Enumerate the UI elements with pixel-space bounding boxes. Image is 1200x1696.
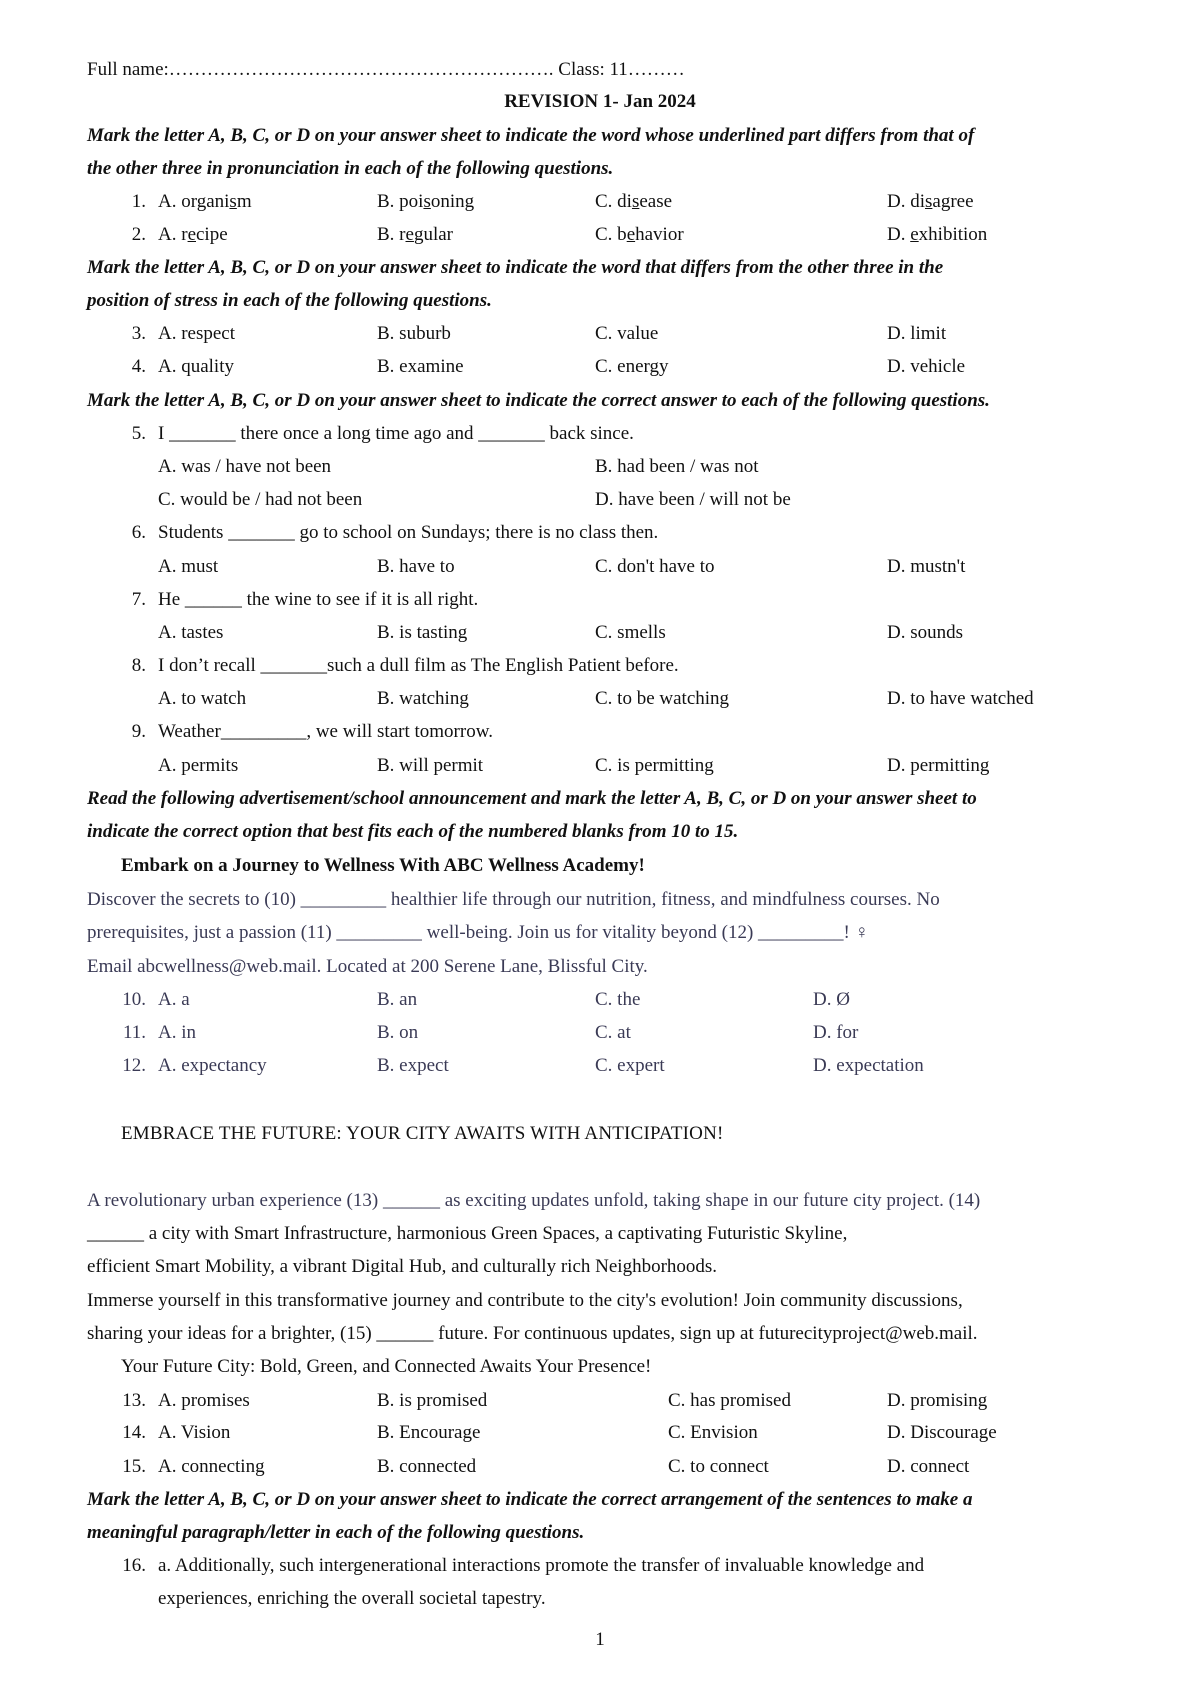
question-stem: Weather_________, we will start tomorrow. (158, 721, 493, 742)
q4-option-b[interactable]: B. examine (377, 356, 464, 377)
q11-option-a[interactable]: A. in (158, 1022, 196, 1043)
q6-option-a[interactable]: A. must (158, 556, 219, 577)
q11-option-d[interactable]: D. for (813, 1022, 859, 1043)
q14-option-b[interactable]: B. Encourage (377, 1422, 481, 1443)
q5-option-c[interactable]: C. would be / had not been (158, 489, 363, 510)
instruction-4-line-1: Read the following advertisement/school announcement and mark the letter A, B, C, or D on your answer sheet to (87, 788, 977, 809)
question-number: 3. (131, 323, 146, 344)
q9-option-c[interactable]: C. is permitting (595, 755, 714, 776)
q6-option-d[interactable]: D. mustn't (887, 556, 966, 577)
question-12 (110, 1054, 158, 1078)
q7-option-d[interactable]: D. sounds (887, 622, 964, 643)
question-7 (110, 588, 478, 612)
instruction-1-line-1: Mark the letter A, B, C, or D on your answer sheet to indicate the word whose underlined part differs from that of (87, 125, 975, 146)
question-number: 10. (122, 989, 146, 1010)
document-title: REVISION 1- Jan 2024 (504, 91, 696, 112)
q5-option-d[interactable]: D. have been / will not be (595, 489, 791, 510)
q11-option-b[interactable]: B. on (377, 1022, 419, 1043)
q15-option-b[interactable]: B. connected (377, 1456, 477, 1477)
q10-option-d[interactable]: D. Ø (813, 989, 850, 1010)
q13-option-a[interactable]: A. promises (158, 1390, 250, 1411)
question-3 (110, 322, 158, 346)
announcement-line-1: A revolutionary urban experience (13) ______ as exciting updates unfold, taking shape in our future city project. (14) (87, 1190, 981, 1211)
q8-option-c[interactable]: C. to be watching (595, 688, 730, 709)
q6-option-c[interactable]: C. don't have to (595, 556, 715, 577)
q6-option-b[interactable]: B. have to (377, 556, 455, 577)
q9-option-a[interactable]: A. permits (158, 755, 239, 776)
q1-option-a[interactable]: A. organism (158, 191, 252, 212)
advertisement-line-2: prerequisites, just a passion (11) _________ well-being. Join us for vitality beyond (12) _________! ♀ (87, 922, 869, 943)
q11-option-c[interactable]: C. at (595, 1022, 631, 1043)
q2-option-d[interactable]: D. exhibition (887, 224, 988, 245)
announcement-line-5: sharing your ideas for a brighter, (15) ______ future. For continuous updates, sign up at futurecityproject@web.mail. (87, 1323, 978, 1344)
q13-option-c[interactable]: C. has promised (668, 1390, 791, 1411)
instruction-1-line-2: the other three in pronunciation in each of the following questions. (87, 158, 614, 179)
question-stem: Students _______ go to school on Sundays; there is no class then. (158, 522, 659, 543)
q14-option-d[interactable]: D. Discourage (887, 1422, 997, 1443)
question-number: 4. (131, 356, 146, 377)
question-stem: I _______ there once a long time ago and _______ back since. (158, 423, 634, 444)
question-4 (110, 355, 158, 379)
question-2 (110, 223, 158, 247)
q4-option-c[interactable]: C. energy (595, 356, 669, 377)
question-number: 13. (122, 1390, 146, 1411)
announcement-line-4: Immerse yourself in this transformative journey and contribute to the city's evolution! Join community discussions, (87, 1290, 963, 1311)
question-number: 5. (131, 423, 146, 444)
question-number: 7. (131, 589, 146, 610)
question-number: 1. (131, 191, 146, 212)
q1-option-d[interactable]: D. disagree (887, 191, 974, 212)
q5-option-a[interactable]: A. was / have not been (158, 456, 332, 477)
q14-option-a[interactable]: A. Vision (158, 1422, 231, 1443)
q12-option-c[interactable]: C. expert (595, 1055, 665, 1076)
q7-option-c[interactable]: C. smells (595, 622, 666, 643)
question-10 (110, 988, 158, 1012)
announcement-title: EMBRACE THE FUTURE: YOUR CITY AWAITS WITH ANTICIPATION! (121, 1123, 724, 1144)
question-number: 9. (131, 721, 146, 742)
question-11 (110, 1021, 158, 1045)
q8-option-a[interactable]: A. to watch (158, 688, 247, 709)
q5-option-b[interactable]: B. had been / was not (595, 456, 759, 477)
question-number: 2. (131, 224, 146, 245)
q12-option-a[interactable]: A. expectancy (158, 1055, 267, 1076)
full-name-line: Full name:……………………………………………………. Class: 11……… (87, 59, 685, 80)
q15-option-a[interactable]: A. connecting (158, 1456, 265, 1477)
instruction-2-line-1: Mark the letter A, B, C, or D on your answer sheet to indicate the word that differs from the other three in the (87, 257, 944, 278)
q9-option-d[interactable]: D. permitting (887, 755, 990, 776)
q14-option-c[interactable]: C. Envision (668, 1422, 758, 1443)
question-stem: He ______ the wine to see if it is all right. (158, 589, 479, 610)
announcement-line-6: Your Future City: Bold, Green, and Connected Awaits Your Presence! (121, 1356, 652, 1377)
question-5 (110, 422, 634, 446)
advertisement-line-3: Email abcwellness@web.mail. Located at 200 Serene Lane, Blissful City. (87, 956, 648, 977)
q12-option-d[interactable]: D. expectation (813, 1055, 924, 1076)
question-14 (110, 1421, 158, 1445)
instruction-5-line-2: meaningful paragraph/letter in each of the following questions. (87, 1522, 585, 1543)
q13-option-b[interactable]: B. is promised (377, 1390, 488, 1411)
question-number: 14. (122, 1422, 146, 1443)
question-number: 12. (122, 1055, 146, 1076)
question-stem: I don’t recall _______such a dull film as The English Patient before. (158, 655, 679, 676)
advertisement-title: Embark on a Journey to Wellness With ABC Wellness Academy! (121, 855, 645, 876)
page-number: 1 (595, 1629, 605, 1650)
q2-option-a[interactable]: A. recipe (158, 224, 228, 245)
q1-option-c[interactable]: C. disease (595, 191, 673, 212)
question-6 (110, 521, 658, 545)
question-16 (110, 1554, 924, 1578)
q10-option-a[interactable]: A. a (158, 989, 190, 1010)
q16-sentence-a-cont: experiences, enriching the overall societal tapestry. (158, 1588, 546, 1609)
q12-option-b[interactable]: B. expect (377, 1055, 449, 1076)
question-number: 6. (131, 522, 146, 543)
q9-option-b[interactable]: B. will permit (377, 755, 484, 776)
q7-option-b[interactable]: B. is tasting (377, 622, 468, 643)
question-number: 11. (122, 1022, 146, 1043)
q10-option-c[interactable]: C. the (595, 989, 641, 1010)
q4-option-d[interactable]: D. vehicle (887, 356, 966, 377)
instruction-4-line-2: indicate the correct option that best fits each of the numbered blanks from 10 to 15. (87, 821, 739, 842)
announcement-line-3: efficient Smart Mobility, a vibrant Digital Hub, and culturally rich Neighborhoods. (87, 1256, 718, 1277)
q1-option-b[interactable]: B. poisoning (377, 191, 475, 212)
q10-option-b[interactable]: B. an (377, 989, 418, 1010)
q13-option-d[interactable]: D. promising (887, 1390, 988, 1411)
instruction-2-line-2: position of stress in each of the following questions. (87, 290, 492, 311)
question-number: 16. (122, 1555, 146, 1576)
question-1 (110, 190, 158, 214)
q3-option-a[interactable]: A. respect (158, 323, 236, 344)
instruction-5-line-1: Mark the letter A, B, C, or D on your answer sheet to indicate the correct arrangement of the sentences to make a (87, 1489, 973, 1510)
question-8 (110, 654, 679, 678)
q4-option-a[interactable]: A. quality (158, 356, 234, 377)
advertisement-line-1: Discover the secrets to (10) _________ healthier life through our nutrition, fitness, and mindfulness courses. No (87, 889, 940, 910)
announcement-line-2: ______ a city with Smart Infrastructure, harmonious Green Spaces, a captivating Futuristic Skyline, (87, 1223, 848, 1244)
q8-option-d[interactable]: D. to have watched (887, 688, 1034, 709)
q16-sentence-a: a. Additionally, such intergenerational interactions promote the transfer of invaluable knowledge and (158, 1555, 925, 1576)
q7-option-a[interactable]: A. tastes (158, 622, 224, 643)
question-13 (110, 1389, 158, 1413)
q15-option-d[interactable]: D. connect (887, 1456, 970, 1477)
q2-option-b[interactable]: B. regular (377, 224, 453, 245)
instruction-3: Mark the letter A, B, C, or D on your answer sheet to indicate the correct answer to each of the following questions. (87, 390, 990, 411)
q15-option-c[interactable]: C. to connect (668, 1456, 769, 1477)
q3-option-d[interactable]: D. limit (887, 323, 947, 344)
question-9 (110, 720, 493, 744)
q2-option-c[interactable]: C. behavior (595, 224, 684, 245)
q3-option-b[interactable]: B. suburb (377, 323, 451, 344)
q3-option-c[interactable]: C. value (595, 323, 659, 344)
question-number: 8. (131, 655, 146, 676)
question-15 (110, 1455, 158, 1479)
q8-option-b[interactable]: B. watching (377, 688, 469, 709)
question-number: 15. (122, 1456, 146, 1477)
